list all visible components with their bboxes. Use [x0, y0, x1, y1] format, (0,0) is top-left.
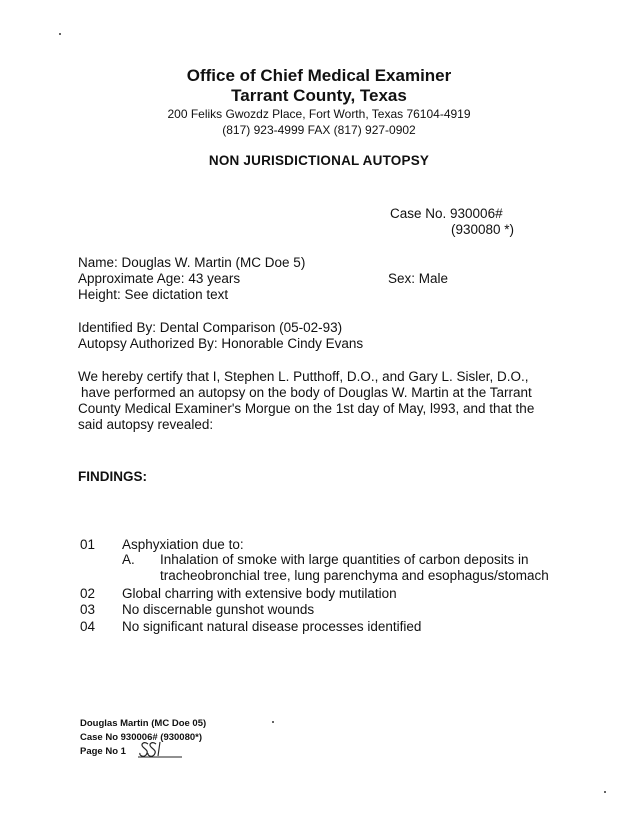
office-title: Office of Chief Medical Examiner	[186, 66, 452, 85]
subject-height: Height: See dictation text	[78, 287, 229, 302]
case-number: Case No. 930006#	[390, 206, 503, 221]
county-title: Tarrant County, Texas	[231, 86, 407, 105]
findings-heading: FINDINGS:	[78, 469, 147, 484]
finding-text: Global charring with extensive body mutilation	[122, 586, 397, 601]
certification-line-2: have performed an autopsy on the body of Douglas W. Martin at the Tarrant	[81, 385, 532, 400]
office-address: 200 Feliks Gwozdz Place, Fort Worth, Texas 76104-4919	[167, 107, 471, 121]
report-title: NON JURISDICTIONAL AUTOPSY	[208, 153, 430, 168]
finding-subitem-letter: A.	[122, 552, 135, 567]
footer-subject: Douglas Martin (MC Doe 05)	[80, 718, 207, 729]
scan-speck	[272, 721, 274, 723]
alternate-case-number: (930080 *)	[451, 222, 515, 237]
footer-case-number: Case No 930006# (930080*)	[80, 732, 203, 743]
finding-subitem-continuation: tracheobronchial tree, lung parenchyma and esophagus/stomach	[160, 568, 549, 583]
finding-number: 01	[80, 537, 96, 552]
scan-speck	[59, 33, 61, 35]
finding-text: No significant natural disease processes identified	[122, 619, 422, 634]
finding-number: 03	[80, 602, 96, 617]
handwritten-initials-signature	[136, 738, 184, 760]
subject-name: Name: Douglas W. Martin (MC Doe 5)	[78, 255, 306, 270]
identified-by: Identified By: Dental Comparison (05-02-93)	[78, 320, 343, 335]
finding-text: Asphyxiation due to:	[122, 537, 244, 552]
authorized-by: Autopsy Authorized By: Honorable Cindy Evans	[78, 336, 364, 351]
scan-speck	[604, 791, 606, 793]
certification-line-3: County Medical Examiner's Morgue on the 1st day of May, l993, and that the	[78, 401, 535, 416]
subject-sex: Sex: Male	[388, 271, 449, 286]
certification-line-4: said autopsy revealed:	[78, 417, 214, 432]
finding-text: No discernable gunshot wounds	[122, 602, 315, 617]
office-phone-fax: (817) 923-4999 FAX (817) 927-0902	[222, 123, 416, 137]
subject-age: Approximate Age: 43 years	[78, 271, 241, 286]
footer-page-number: Page No 1	[80, 746, 126, 757]
finding-number: 04	[80, 619, 96, 634]
finding-number: 02	[80, 586, 96, 601]
finding-subitem-text: Inhalation of smoke with large quantities of carbon deposits in	[160, 552, 529, 567]
certification-line-1: We hereby certify that I, Stephen L. Putthoff, D.O., and Gary L. Sisler, D.O.,	[78, 369, 529, 384]
